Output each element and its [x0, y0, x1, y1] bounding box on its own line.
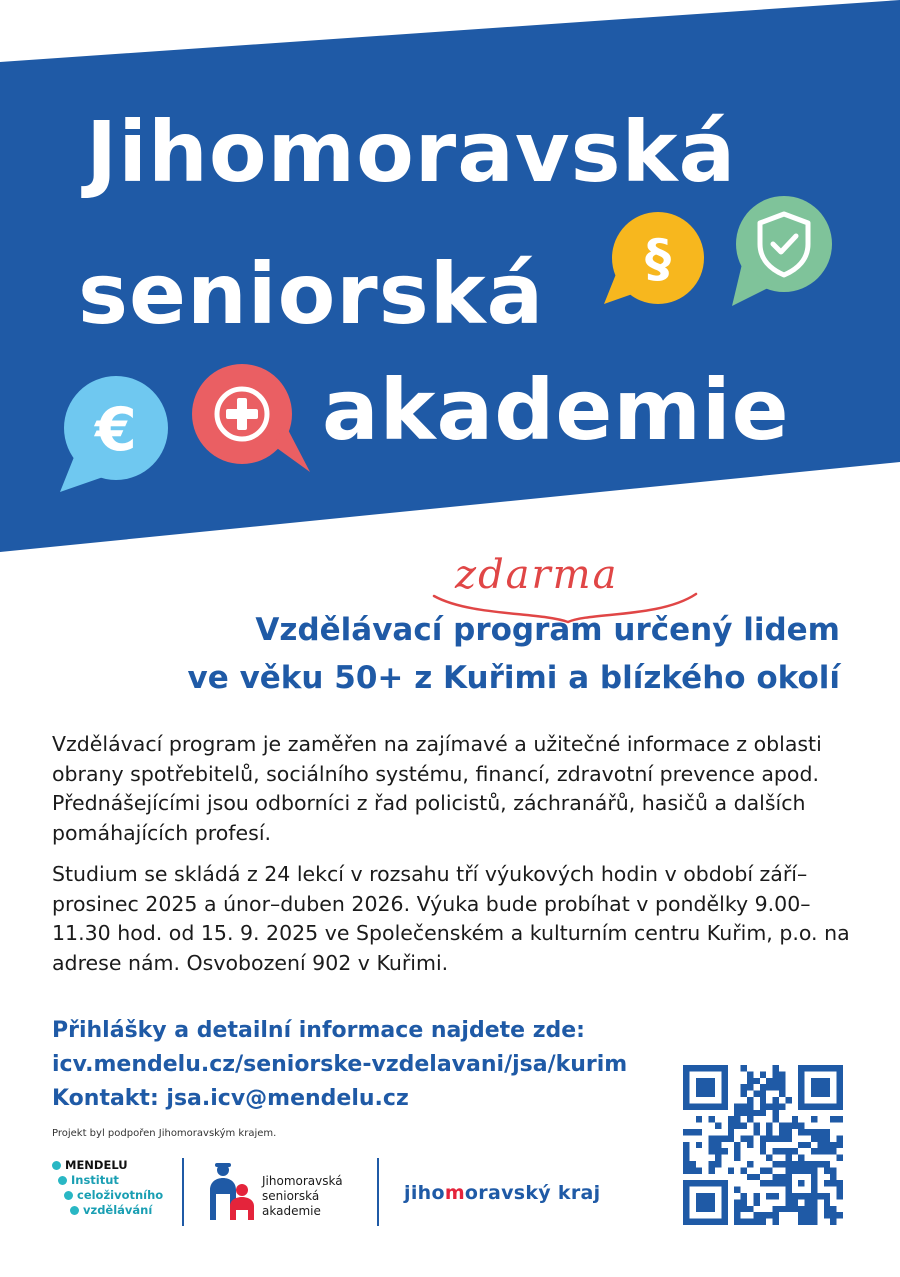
logo-divider [182, 1158, 184, 1226]
jsa-line-1: Jihomoravská [262, 1174, 343, 1188]
dot-icon [58, 1176, 67, 1185]
shield-check-bubble-icon [728, 192, 838, 310]
dot-icon [52, 1161, 61, 1170]
jmk-logo [404, 1182, 600, 1204]
partner-logos [52, 1158, 672, 1228]
title-line-3: akademie [322, 361, 790, 459]
mendelu-logo [52, 1158, 164, 1218]
dot-icon [70, 1206, 79, 1215]
mendelu-line-2: celoživotního [77, 1188, 164, 1202]
jsa-logo-text [262, 1174, 343, 1219]
svg-text:§: § [645, 229, 671, 289]
body-text [52, 730, 852, 990]
body-paragraph-1: Vzdělávací program je zaměřen na zajímavé a užitečné informace z oblasti obrany spotřebitelů, sociálního systému, financí, zdravotní prevence apod. Přednášejícími jsou odborníci z řad policistů, záchranářů, hasičů a dalších pomáhajících profesí. [52, 732, 822, 845]
logo-divider [377, 1158, 379, 1226]
kraj-part-1: jiho [404, 1182, 445, 1204]
euro-bubble-icon [54, 372, 172, 496]
kraj-part-3: oravský kraj [464, 1182, 601, 1204]
support-note: Projekt byl podpořen Jihomoravským krajem. [52, 1128, 277, 1139]
contact-block [52, 1014, 692, 1116]
paragraph-bubble-icon [598, 208, 720, 308]
registration-link[interactable]: icv.mendelu.cz/seniorske-vzdelavani/jsa/kurim [52, 1052, 628, 1077]
mendelu-line-3: vzdělávání [83, 1203, 153, 1217]
title-line-2: seniorská [78, 245, 545, 343]
jsa-line-3: akademie [262, 1204, 321, 1218]
body-paragraph-2: Studium se skládá z 24 lekcí v rozsahu tří výukových hodin v období září–prosinec 2025 a únor–duben 2026. Výuka bude probíhat v pondělky 9.00–11.30 hod. od 15. 9. 2025 ve Společenském a kulturním centru Kuřim, p.o. na adrese nám. Osvobození 902 v Kuřimi. [52, 862, 850, 975]
mendelu-line-1: Institut [71, 1173, 119, 1187]
free-badge-handwritten: zdarma [455, 552, 619, 598]
kraj-part-2: m [444, 1182, 465, 1204]
medical-cross-bubble-icon [186, 360, 314, 476]
contact-heading: Přihlášky a detailní informace najdete zde: [52, 1018, 585, 1043]
jsa-logo-icon [206, 1160, 258, 1222]
subtitle [40, 606, 840, 702]
qr-code-icon[interactable] [683, 1065, 843, 1225]
subtitle-line-1: Vzdělávací program určený lidem [255, 612, 840, 648]
svg-text:€: € [95, 395, 137, 465]
mendelu-brand: MENDELU [65, 1158, 128, 1172]
subtitle-line-2: ve věku 50+ z Kuřimi a blízkého okolí [187, 660, 840, 696]
jsa-line-2: seniorská [262, 1189, 320, 1203]
title-line-1: Jihomoravská [86, 103, 737, 201]
contact-email[interactable]: Kontakt: jsa.icv@mendelu.cz [52, 1086, 409, 1111]
dot-icon [64, 1191, 73, 1200]
